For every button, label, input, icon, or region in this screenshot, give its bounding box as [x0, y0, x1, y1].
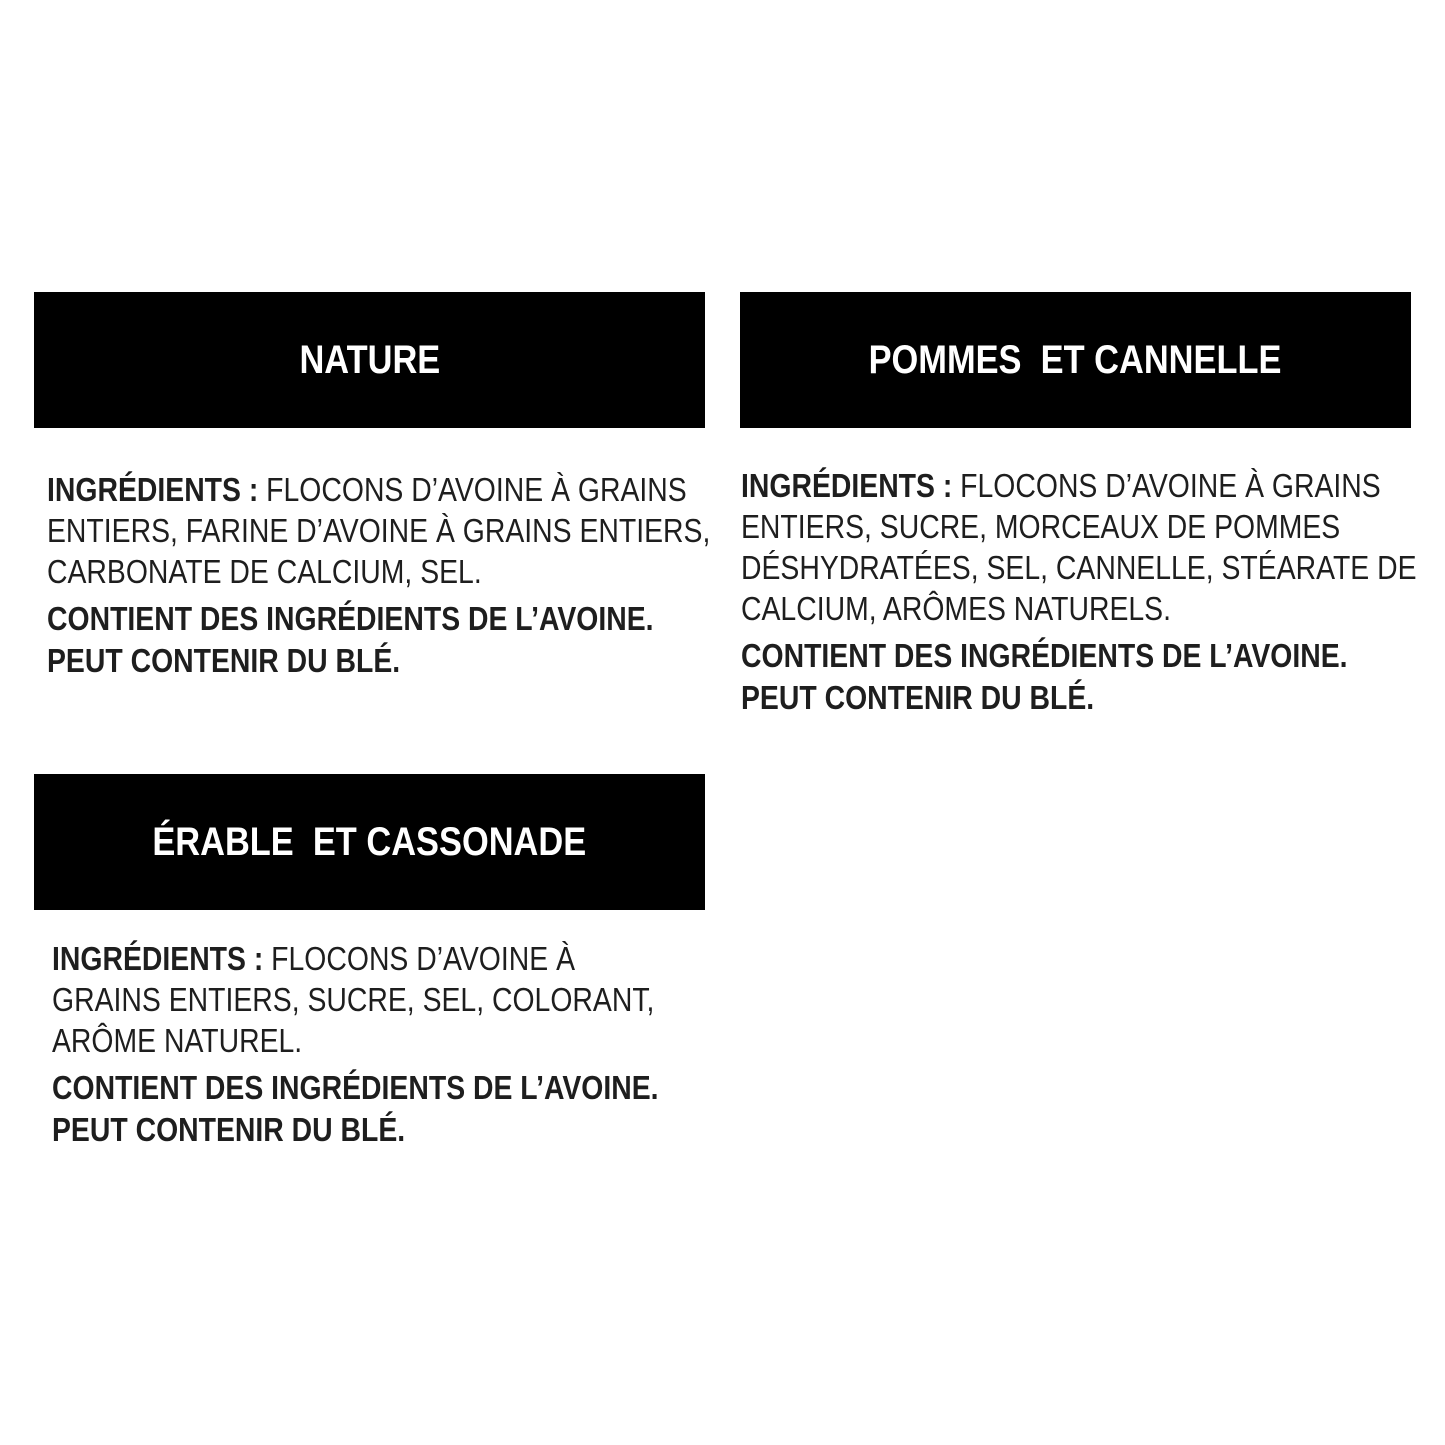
ingredients-label: INGRÉDIENTS : — [741, 467, 953, 504]
allergen-line: CONTIENT DES INGRÉDIENTS DE L’AVOINE. — [741, 637, 1348, 674]
allergen-statement — [741, 635, 1412, 719]
ingredients-text: FLOCONS D’AVOINE À GRAINS — [258, 471, 687, 508]
ingredients-text: FLOCONS D’AVOINE À GRAINS — [952, 467, 1381, 504]
allergen-line: PEUT CONTENIR DU BLÉ. — [52, 1111, 406, 1148]
ingredients-line: ENTIERS, SUCRE, MORCEAUX DE POMMES — [741, 508, 1341, 545]
ingredients-block-nature — [47, 469, 718, 682]
flavor-header-erable-cassonade — [34, 774, 705, 910]
flavor-title: POMMES ET CANNELLE — [869, 338, 1282, 382]
allergen-line: PEUT CONTENIR DU BLÉ. — [741, 679, 1095, 716]
allergen-line: PEUT CONTENIR DU BLÉ. — [47, 642, 401, 679]
flavor-header-pommes-cannelle — [740, 292, 1411, 428]
flavor-title: NATURE — [299, 338, 440, 382]
ingredients-line: DÉSHYDRATÉES, SEL, CANNELLE, STÉARATE DE — [741, 549, 1417, 586]
allergen-statement — [52, 1067, 723, 1151]
flavor-title: ÉRABLE ET CASSONADE — [152, 820, 587, 864]
ingredients-line: ARÔME NATUREL. — [52, 1022, 303, 1059]
ingredients-line — [52, 938, 629, 979]
ingredients-label: INGRÉDIENTS : — [47, 471, 259, 508]
ingredients-line: GRAINS ENTIERS, SUCRE, SEL, COLORANT, — [52, 981, 655, 1018]
ingredients-text: FLOCONS D’AVOINE À — [263, 940, 576, 977]
ingredients-label: INGRÉDIENTS : — [52, 940, 264, 977]
ingredients-line: ENTIERS, FARINE D’AVOINE À GRAINS ENTIERS, — [47, 512, 711, 549]
allergen-line: CONTIENT DES INGRÉDIENTS DE L’AVOINE. — [52, 1069, 659, 1106]
ingredients-block-erable-cassonade — [52, 938, 723, 1151]
allergen-line: CONTIENT DES INGRÉDIENTS DE L’AVOINE. — [47, 600, 654, 637]
ingredients-block-pommes-cannelle — [741, 465, 1417, 719]
ingredients-line — [741, 465, 1381, 506]
ingredients-line: CALCIUM, ARÔMES NATURELS. — [741, 590, 1171, 627]
ingredients-line: CARBONATE DE CALCIUM, SEL. — [47, 553, 482, 590]
ingredients-line — [47, 469, 687, 510]
allergen-statement — [47, 598, 718, 682]
flavor-header-nature — [34, 292, 705, 428]
